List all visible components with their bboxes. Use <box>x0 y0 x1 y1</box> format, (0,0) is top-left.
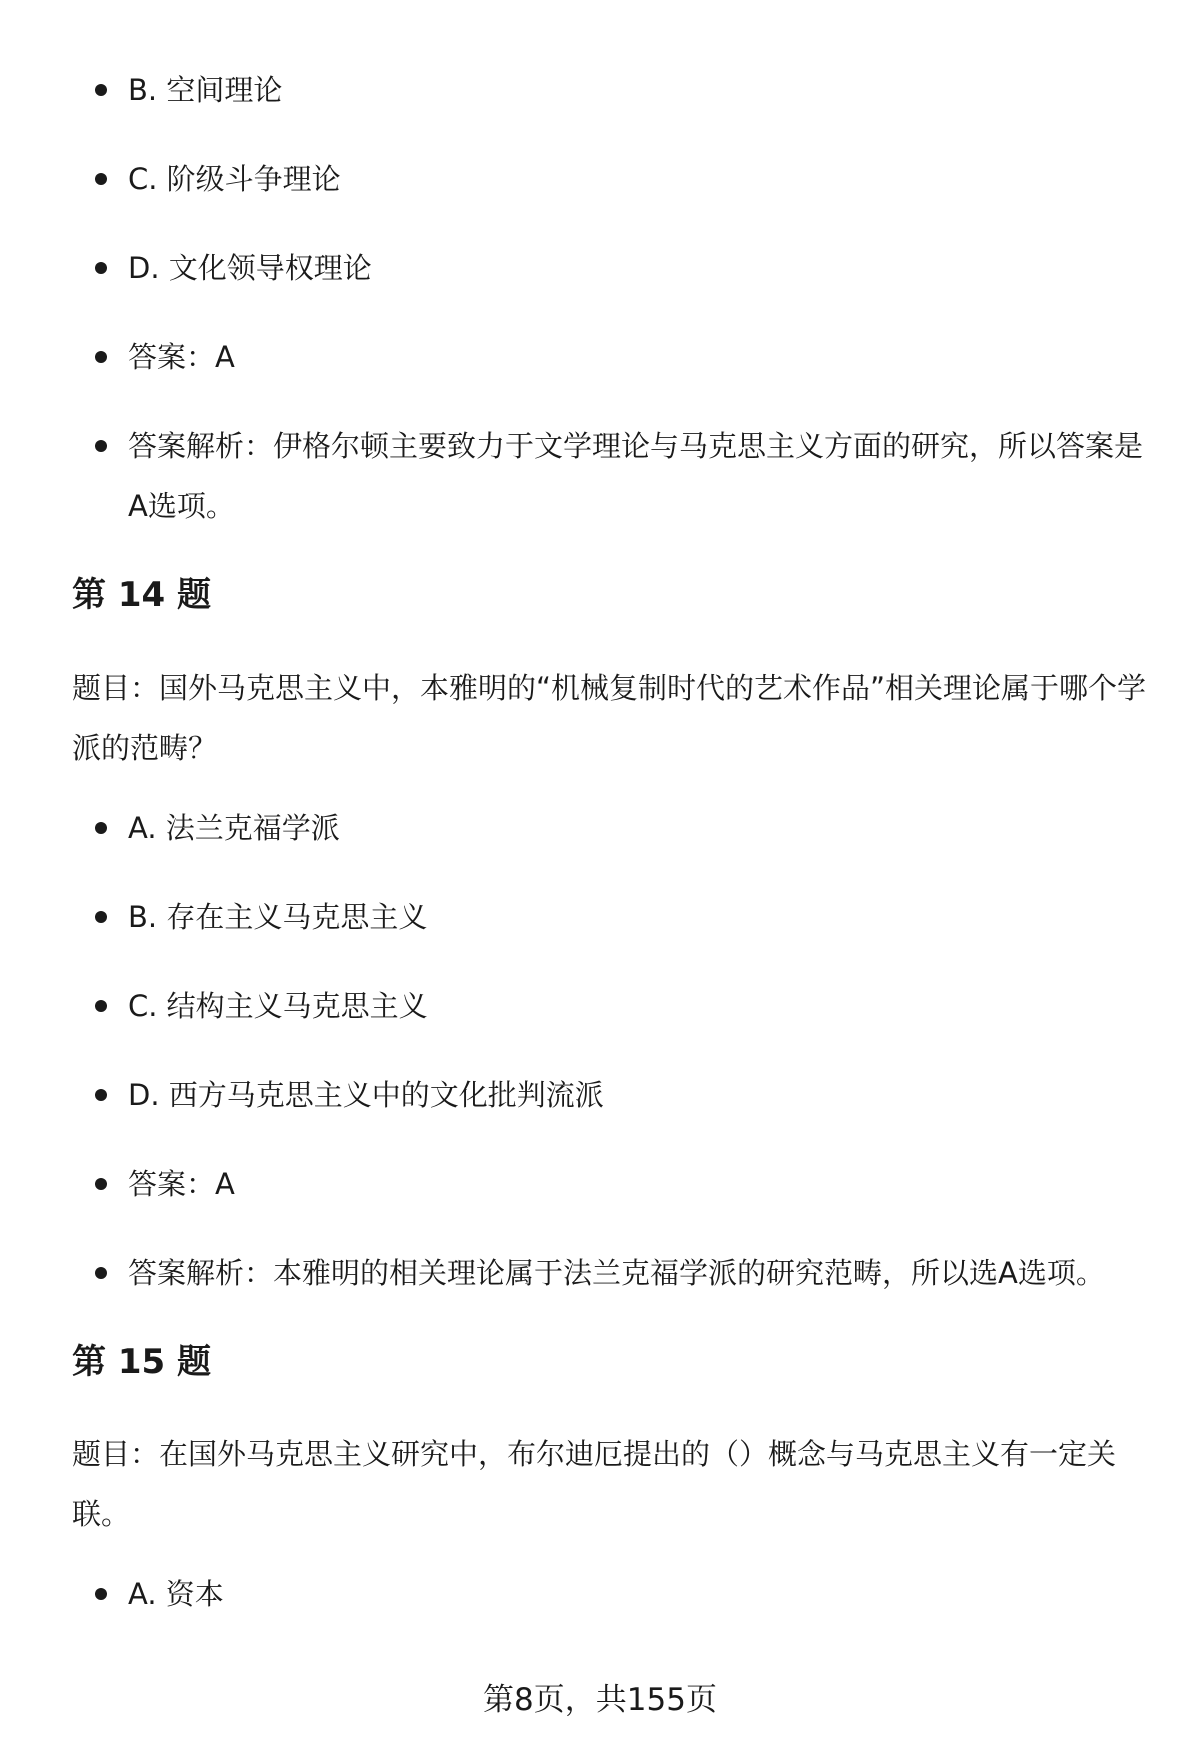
answer-explanation: 答案解析：本雅明的相关理论属于法兰克福学派的研究范畴，所以选A选项。 <box>72 1243 1152 1303</box>
question-13-options <box>72 60 1152 536</box>
option-d: D. 西方马克思主义中的文化批判流派 <box>72 1065 1152 1125</box>
question-14-heading: 第 14 题 <box>72 575 211 615</box>
question-15-text: 题目：在国外马克思主义研究中，布尔迪厄提出的（）概念与马克思主义有一定关联。 <box>72 1437 1117 1531</box>
question-14-text: 题目：国外马克思主义中，本雅明的“机械复制时代的艺术作品”相关理论属于哪个学派的范畴？ <box>72 671 1147 765</box>
question-15-heading: 第 15 题 <box>72 1342 211 1382</box>
question-14-options <box>72 798 1152 1303</box>
document-page <box>72 0 1152 1653</box>
question-15-options <box>72 1564 1152 1624</box>
answer: 答案：A <box>72 327 1152 387</box>
page-number-footer: 第8页，共155页 <box>483 1682 717 1718</box>
option-b: B. 存在主义马克思主义 <box>72 887 1152 947</box>
option-c: C. 阶级斗争理论 <box>72 149 1152 209</box>
option-b: B. 空间理论 <box>72 60 1152 120</box>
option-a: A. 法兰克福学派 <box>72 798 1152 858</box>
answer: 答案：A <box>72 1154 1152 1214</box>
option-c: C. 结构主义马克思主义 <box>72 976 1152 1036</box>
option-a: A. 资本 <box>72 1564 1152 1624</box>
answer-explanation: 答案解析：伊格尔顿主要致力于文学理论与马克思主义方面的研究，所以答案是A选项。 <box>72 416 1152 536</box>
option-d: D. 文化领导权理论 <box>72 238 1152 298</box>
